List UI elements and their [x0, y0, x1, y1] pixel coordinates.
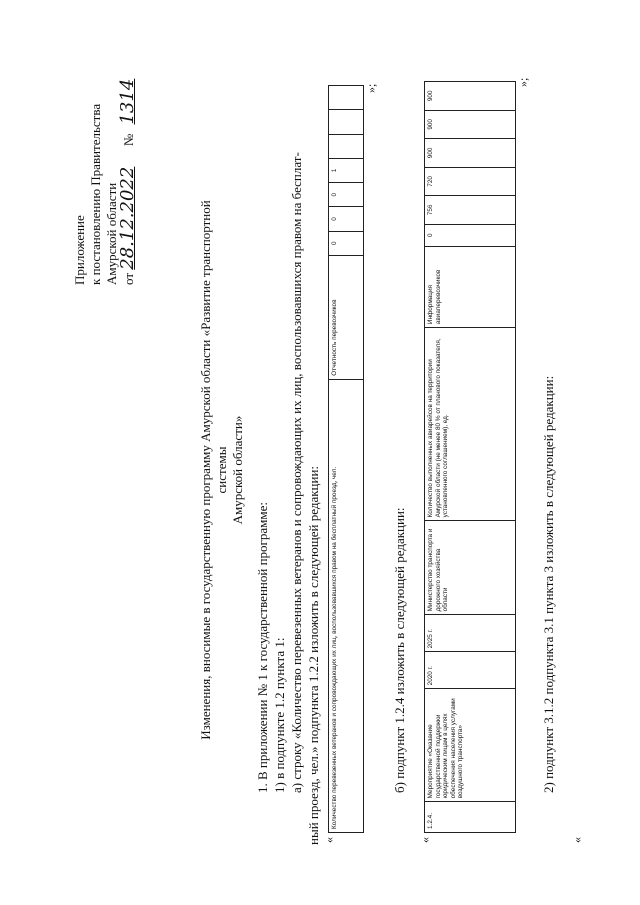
table2-indicator: Количество выполненных авиарейсов на территории Амурской области (не менее 80 % от планового показателя, установленного соглашением), ед.	[425, 328, 516, 521]
table1-close-quote: »;	[364, 83, 378, 93]
table1-indicator: Количество перевезенных ветеранов и сопровождающих их лиц, воспользовавшихся правом на бесплатный проезд, чел.	[329, 379, 364, 832]
handwritten-date: 28.12.2022	[117, 166, 138, 270]
table1-value-6	[329, 86, 364, 110]
item-a-line1: а) строку «Количество перевезенных ветеранов и сопровождающих их лиц, воспользовавшихся правом на бесплат-	[289, 152, 304, 793]
appendix-line3: Амурской области	[104, 182, 119, 285]
table1-open-quote: «	[322, 837, 336, 843]
table2-source: Информация авиаперевозчиков	[425, 246, 516, 327]
document-title	[198, 200, 246, 740]
table2-value-0: 0	[425, 224, 516, 246]
table2-year-end: 2025 г.	[425, 615, 516, 652]
table1-source: Отчетность перевозчиков	[329, 255, 364, 379]
item-1-1: 1) в подпункте 1.2 пункта 1:	[272, 637, 287, 793]
table-row	[329, 86, 364, 833]
table2-close-quote: »;	[516, 77, 530, 87]
trailing-open-quote: «	[570, 837, 584, 843]
table-1	[328, 85, 364, 833]
table2-value-3: 900	[425, 139, 516, 168]
table2-year-start: 2020 г.	[425, 652, 516, 689]
table2-value-5: 900	[425, 82, 516, 111]
item-b: б) подпункт 1.2.4 изложить в следующей редакции:	[392, 507, 407, 793]
table-2	[424, 81, 516, 833]
appendix-date-line	[117, 78, 138, 285]
table1-value-4	[329, 134, 364, 158]
table2-measure: Мероприятие «Оказание государственной поддержки юридическим лицам в целях обеспечения населения услугами воздушного транспорта»	[425, 689, 516, 802]
table2-value-1: 756	[425, 196, 516, 225]
item-a-line2: ный проезд, чел.» подпункта 1.2.2 изложить в следующей редакции:	[306, 465, 321, 845]
table-row	[425, 82, 516, 833]
title-line2: Амурской области»	[230, 415, 245, 525]
table1-value-2: 0	[329, 183, 364, 207]
number-label: №	[121, 133, 136, 147]
appendix-line1: Приложение	[72, 215, 87, 285]
table1-value-1: 0	[329, 207, 364, 231]
title-line1: Изменения, вносимые в государственную программу Амурской области «Развитие транспортной системы	[198, 200, 229, 740]
handwritten-number: 1314	[117, 78, 138, 125]
table2-executor: Министерство транспорта и дорожного хозяйства области	[425, 521, 516, 615]
table1-value-0: 0	[329, 231, 364, 255]
item-2: 2) подпункт 3.1.2 подпункта 3.1 пункта 3 изложить в следующей редакции:	[541, 375, 556, 793]
table2-open-quote: «	[418, 837, 432, 843]
appendix-line2: к постановлению Правительства	[88, 103, 103, 285]
table1-value-3: 1	[329, 158, 364, 182]
table1-value-5	[329, 110, 364, 134]
table2-num: 1.2.4.	[425, 802, 516, 833]
table2-value-2: 720	[425, 167, 516, 196]
table2-value-4: 900	[425, 110, 516, 139]
appendix-block	[72, 79, 137, 285]
from-label: от	[121, 272, 136, 285]
item-1: 1. В приложении № 1 к государственной программе:	[255, 502, 270, 793]
